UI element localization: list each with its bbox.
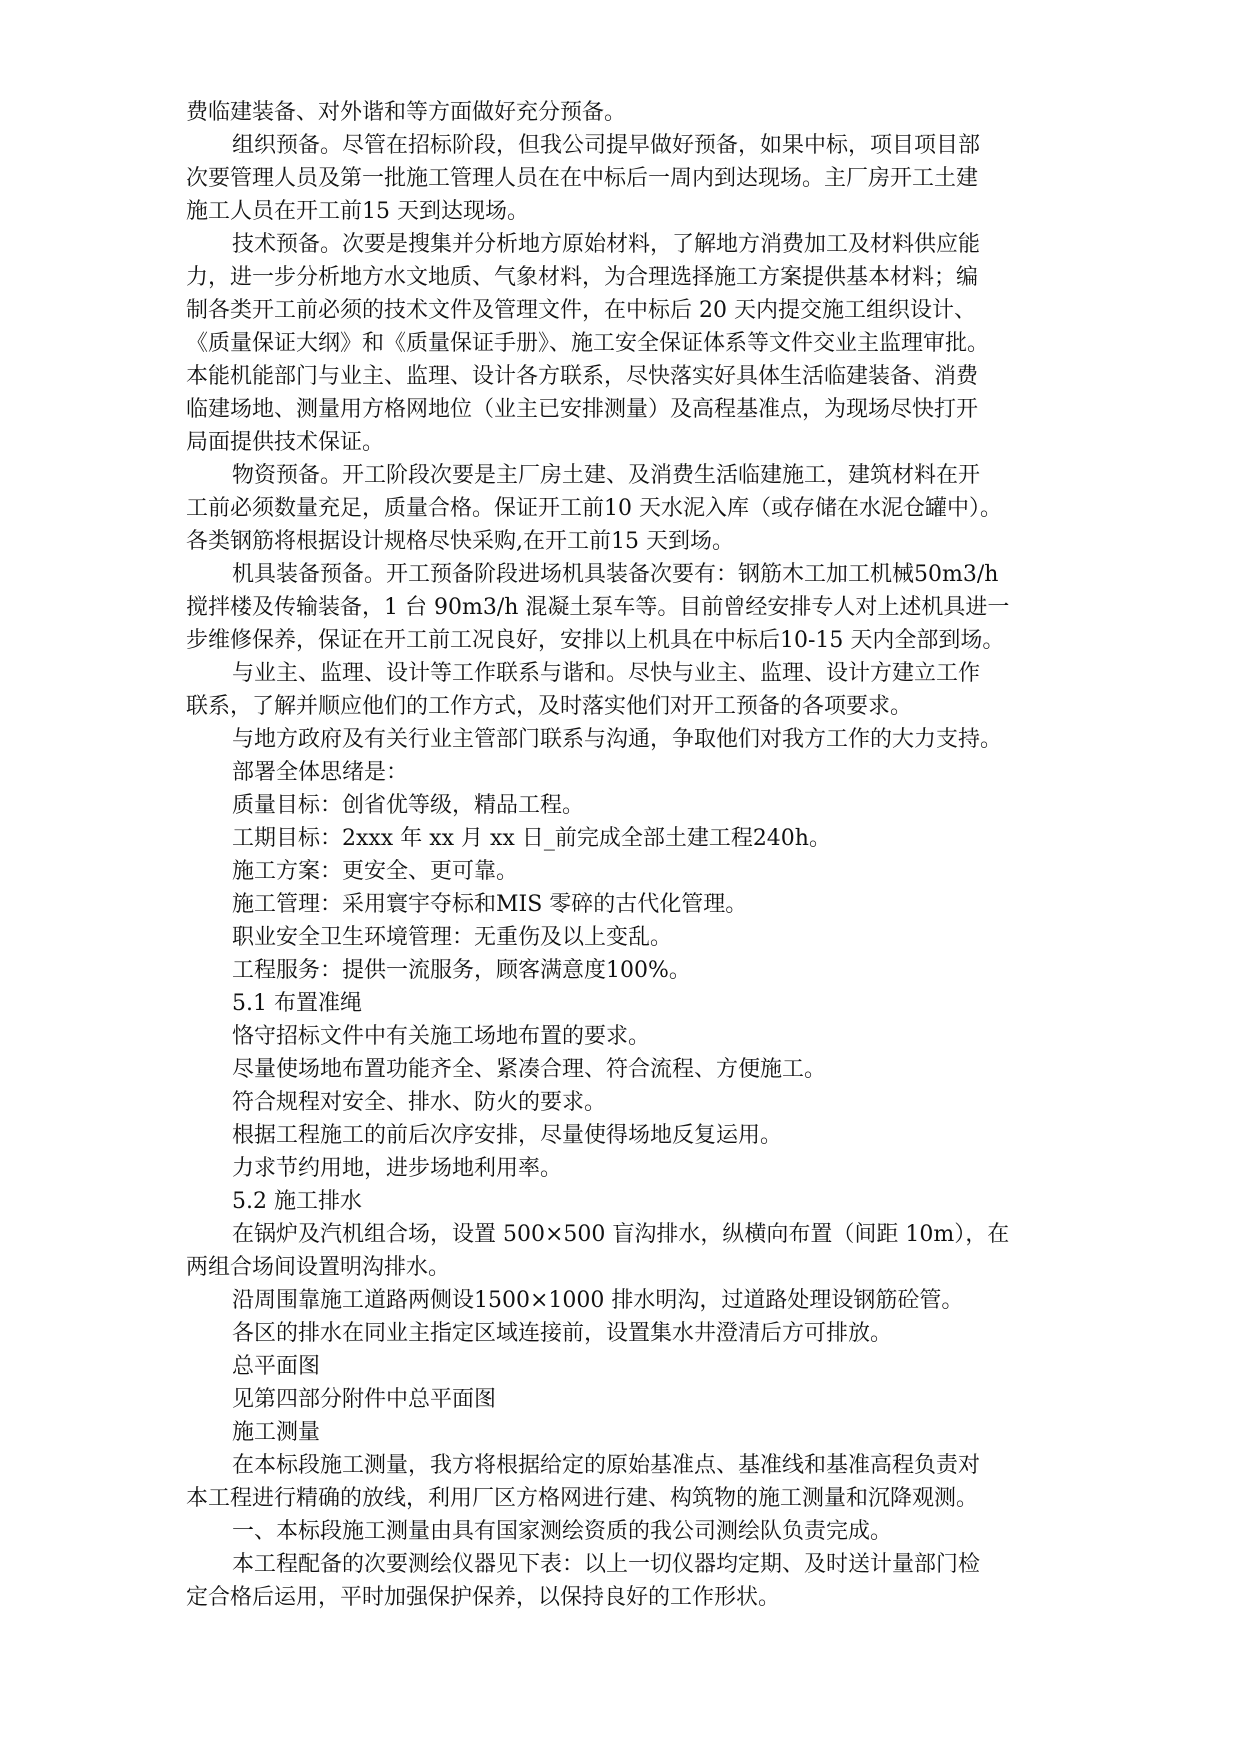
text-line: 工前必须数量充足，质量合格。保证开工前10 天水泥入库（或存储在水泥仓罐中）。 [186,496,1002,521]
body-text [186,96,1066,1614]
text-line: 一、本标段施工测量由具有国家测绘资质的我公司测绘队负责完成。 [232,1519,893,1544]
text-line: 制各类开工前必须的技术文件及管理文件，在中标后 20 天内提交施工组织设计、 [186,298,976,323]
text-line: 部署全体思绪是： [232,760,409,785]
text-line: 费临建装备、对外谐和等方面做好充分预备。 [186,100,627,125]
text-line: 次要管理人员及第一批施工管理人员在在中标后一周内到达现场。主厂房开工土建 [186,166,979,191]
text-line: 搅拌楼及传输装备，1 台 90m3/h 混凝土泵车等。目前曾经安排专人对上述机具进一 [186,595,1010,620]
text-line: 局面提供技术保证。 [186,430,385,455]
text-line: 见第四部分附件中总平面图 [232,1387,497,1412]
text-line: 本能机能部门与业主、监理、设计各方联系，尽快落实好具体生活临建装备、消费 [186,364,979,389]
text-line: 施工管理：采用寰宇夺标和MIS 零碎的古代化管理。 [232,892,748,917]
text-line: 力求节约用地，进步场地利用率。 [232,1156,563,1181]
text-line: 工期目标：2xxx 年 xx 月 xx 日_前完成全部土建工程240h。 [232,826,831,851]
text-line: 定合格后运用，平时加强保护保养，以保持良好的工作形状。 [186,1585,781,1610]
text-line: 根据工程施工的前后次序安排，尽量使得场地反复运用。 [232,1123,783,1148]
section-heading: 5.1 布置准绳 [232,991,362,1016]
section-heading: 总平面图 [232,1354,321,1379]
text-line: 施工方案：更安全、更可靠。 [232,859,519,884]
text-line: 各类钢筋将根据设计规格尽快采购,在开工前15 天到场。 [186,529,734,554]
text-line: 组织预备。尽管在招标阶段，但我公司提早做好预备，如果中标，项目项目部 [232,133,981,158]
text-line: 沿周围靠施工道路两侧设1500×1000 排水明沟，过道路处理设钢筋砼管。 [232,1288,964,1313]
text-line: 《质量保证大纲》和《质量保证手册》、施工安全保证体系等文件交业主监理审批。 [186,331,990,356]
text-line: 物资预备。开工阶段次要是主厂房土建、及消费生活临建施工，建筑材料在开 [232,463,981,488]
text-line: 力，进一步分析地方水文地质、气象材料，为合理选择施工方案提供基本材料；编 [186,265,979,290]
text-line: 职业安全卫生环境管理：无重伤及以上变乱。 [232,925,673,950]
text-line: 本工程进行精确的放线，利用厂区方格网进行建、构筑物的施工测量和沉降观测。 [186,1486,979,1511]
text-line: 临建场地、测量用方格网地位（业主已安排测量）及高程基准点，为现场尽快打开 [186,397,979,422]
text-line: 施工人员在开工前15 天到达现场。 [186,199,529,224]
text-line: 符合规程对安全、排水、防火的要求。 [232,1090,607,1115]
text-line: 在锅炉及汽机组合场，设置 500×500 盲沟排水，纵横向布置（间距 10m），在 [232,1222,1010,1247]
text-line: 与业主、监理、设计等工作联系与谐和。尽快与业主、监理、设计方建立工作 [232,661,981,686]
text-line: 质量目标：创省优等级，精品工程。 [232,793,585,818]
text-line: 技术预备。次要是搜集并分析地方原始材料，了解地方消费加工及材料供应能 [232,232,981,257]
text-line: 恪守招标文件中有关施工场地布置的要求。 [232,1024,651,1049]
section-heading: 5.2 施工排水 [232,1189,362,1214]
text-line: 机具装备预备。开工预备阶段进场机具装备次要有：钢筋木工加工机械50m3/h [232,562,999,587]
text-line: 步维修保养，保证在开工前工况良好，安排以上机具在中标后10-15 天内全部到场。 [186,628,1005,653]
text-line: 与地方政府及有关行业主管部门联系与沟通，争取他们对我方工作的大力支持。 [232,727,1003,752]
text-line: 工程服务：提供一流服务，顾客满意度100%。 [232,958,691,983]
section-heading: 施工测量 [232,1420,321,1445]
text-line: 联系，了解并顺应他们的工作方式，及时落实他们对开工预备的各项要求。 [186,694,913,719]
text-line: 尽量使场地布置功能齐全、紧凑合理、符合流程、方便施工。 [232,1057,827,1082]
text-line: 本工程配备的次要测绘仪器见下表：以上一切仪器均定期、及时送计量部门检 [232,1552,981,1577]
text-line: 在本标段施工测量，我方将根据给定的原始基准点、基准线和基准高程负责对 [232,1453,981,1478]
text-line: 各区的排水在同业主指定区域连接前，设置集水井澄清后方可排放。 [232,1321,893,1346]
text-line: 两组合场间设置明沟排水。 [186,1255,451,1280]
